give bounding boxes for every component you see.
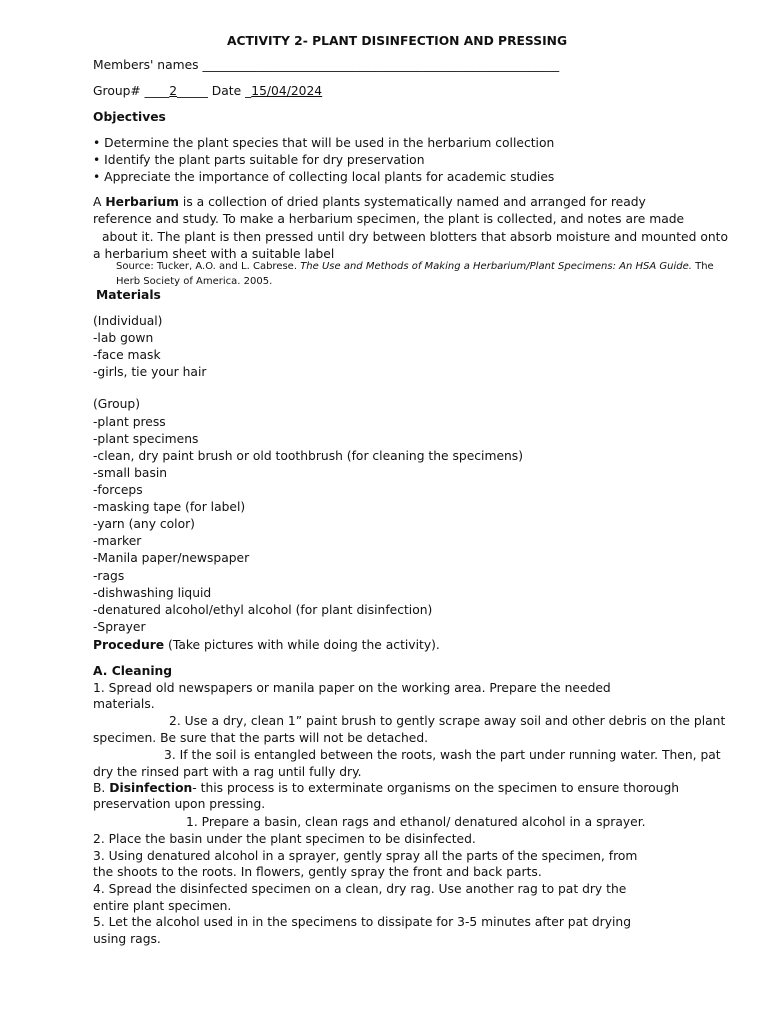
herbarium-paragraph-line-3: about it. The plant is then pressed until dry between blotters that absorb moisture and mounted onto <box>102 230 728 244</box>
individual-item: -lab gown <box>93 331 154 345</box>
herbarium-term: Herbarium <box>105 195 179 209</box>
materials-heading: Materials <box>96 288 161 302</box>
disinfection-step-3-cont: the shoots to the roots. In flowers, gently spray the front and back parts. <box>93 865 542 879</box>
group-item: -yarn (any color) <box>93 517 195 531</box>
group-item: -dishwashing liquid <box>93 586 212 600</box>
procedure-note: (Take pictures with while doing the activity). <box>168 638 440 652</box>
group-number: 2 <box>169 84 178 98</box>
disinfection-step-4-cont: entire plant specimen. <box>93 899 232 913</box>
group-item: -denatured alcohol/ethyl alcohol (for plant disinfection) <box>93 603 433 617</box>
group-item: -small basin <box>93 466 168 480</box>
members-blank: __________________________________________________________ <box>202 58 560 72</box>
source-citation <box>116 261 714 273</box>
procedure-heading: Procedure <box>93 638 165 652</box>
herbarium-paragraph-line-1 <box>93 195 646 209</box>
group-item: -plant specimens <box>93 432 199 446</box>
cleaning-step-3-cont: dry the rinsed part with a rag until fully dry. <box>93 765 362 779</box>
objective-item: • Appreciate the importance of collecting local plants for academic studies <box>93 170 555 184</box>
herbarium-paragraph-line-2: reference and study. To make a herbarium specimen, the plant is collected, and notes are made <box>93 212 685 226</box>
group-item: -plant press <box>93 415 166 429</box>
group-item: -marker <box>93 534 142 548</box>
source-citation-line-2: Herb Society of America. 2005. <box>116 276 273 287</box>
group-item: -rags <box>93 569 125 583</box>
date-blank-pre: _ <box>245 84 252 98</box>
group-label: Group# <box>93 84 141 98</box>
disinfection-term: Disinfection <box>109 781 193 795</box>
individual-item: -girls, tie your hair <box>93 365 207 379</box>
herbarium-definition: is a collection of dried plants systematically named and arranged for ready <box>182 195 646 209</box>
procedure-line <box>93 638 440 652</box>
disinfection-step-2: 2. Place the basin under the plant specimen to be disinfected. <box>93 832 476 846</box>
cleaning-step-3: 3. If the soil is entangled between the roots, wash the part under running water. Then, pat <box>164 748 721 762</box>
source-suffix: The <box>695 261 714 272</box>
members-line <box>93 58 559 72</box>
herbarium-article: A <box>93 195 102 209</box>
disinfection-step-5: 5. Let the alcohol used in in the specimens to dissipate for 3-5 minutes after pat drying <box>93 915 632 929</box>
group-date-line <box>93 84 322 98</box>
objective-item: • Determine the plant species that will be used in the herbarium collection <box>93 136 555 150</box>
group-blank-post: _____ <box>177 84 208 98</box>
group-item: -Sprayer <box>93 620 146 634</box>
group-item: -masking tape (for label) <box>93 500 246 514</box>
source-prefix: Source: Tucker, A.O. and L. Cabrese. <box>116 261 298 272</box>
disinfection-definition-cont: preservation upon pressing. <box>93 797 266 811</box>
objectives-heading: Objectives <box>93 110 166 124</box>
disinfection-heading-line <box>93 781 679 795</box>
group-item: -Manila paper/newspaper <box>93 551 250 565</box>
individual-heading: (Individual) <box>93 314 163 328</box>
cleaning-heading: A. Cleaning <box>93 664 173 678</box>
disinfection-definition: - this process is to exterminate organisms on the specimen to ensure thorough <box>192 781 680 795</box>
disinfection-step-1: 1. Prepare a basin, clean rags and ethanol/ denatured alcohol in a sprayer. <box>186 815 646 829</box>
date-label: Date <box>211 84 242 98</box>
herbarium-paragraph-line-4: a herbarium sheet with a suitable label <box>93 247 335 261</box>
group-item: -forceps <box>93 483 143 497</box>
page-title: ACTIVITY 2- PLANT DISINFECTION AND PRESSING <box>227 34 568 48</box>
disinfection-step-5-cont: using rags. <box>93 932 161 946</box>
cleaning-step-2: 2. Use a dry, clean 1” paint brush to gently scrape away soil and other debris on the plant <box>169 714 726 728</box>
cleaning-step-2-cont: specimen. Be sure that the parts will not be detached. <box>93 731 429 745</box>
cleaning-step-1-cont: materials. <box>93 697 155 711</box>
disinfection-prefix: B. <box>93 781 106 795</box>
cleaning-step-1: 1. Spread old newspapers or manila paper on the working area. Prepare the needed <box>93 681 611 695</box>
group-materials-heading: (Group) <box>93 397 141 411</box>
members-label: Members' names <box>93 58 199 72</box>
group-blank-pre: ____ <box>144 84 170 98</box>
date-value: 15/04/2024 <box>251 84 323 98</box>
source-title: The Use and Methods of Making a Herbarium/Plant Specimens: An HSA Guide. <box>300 261 692 272</box>
objective-item: • Identify the plant parts suitable for dry preservation <box>93 153 425 167</box>
individual-item: -face mask <box>93 348 161 362</box>
group-item: -clean, dry paint brush or old toothbrush (for cleaning the specimens) <box>93 449 524 463</box>
disinfection-step-4: 4. Spread the disinfected specimen on a clean, dry rag. Use another rag to pat dry the <box>93 882 627 896</box>
disinfection-step-3: 3. Using denatured alcohol in a sprayer, gently spray all the parts of the specimen, from <box>93 849 638 863</box>
